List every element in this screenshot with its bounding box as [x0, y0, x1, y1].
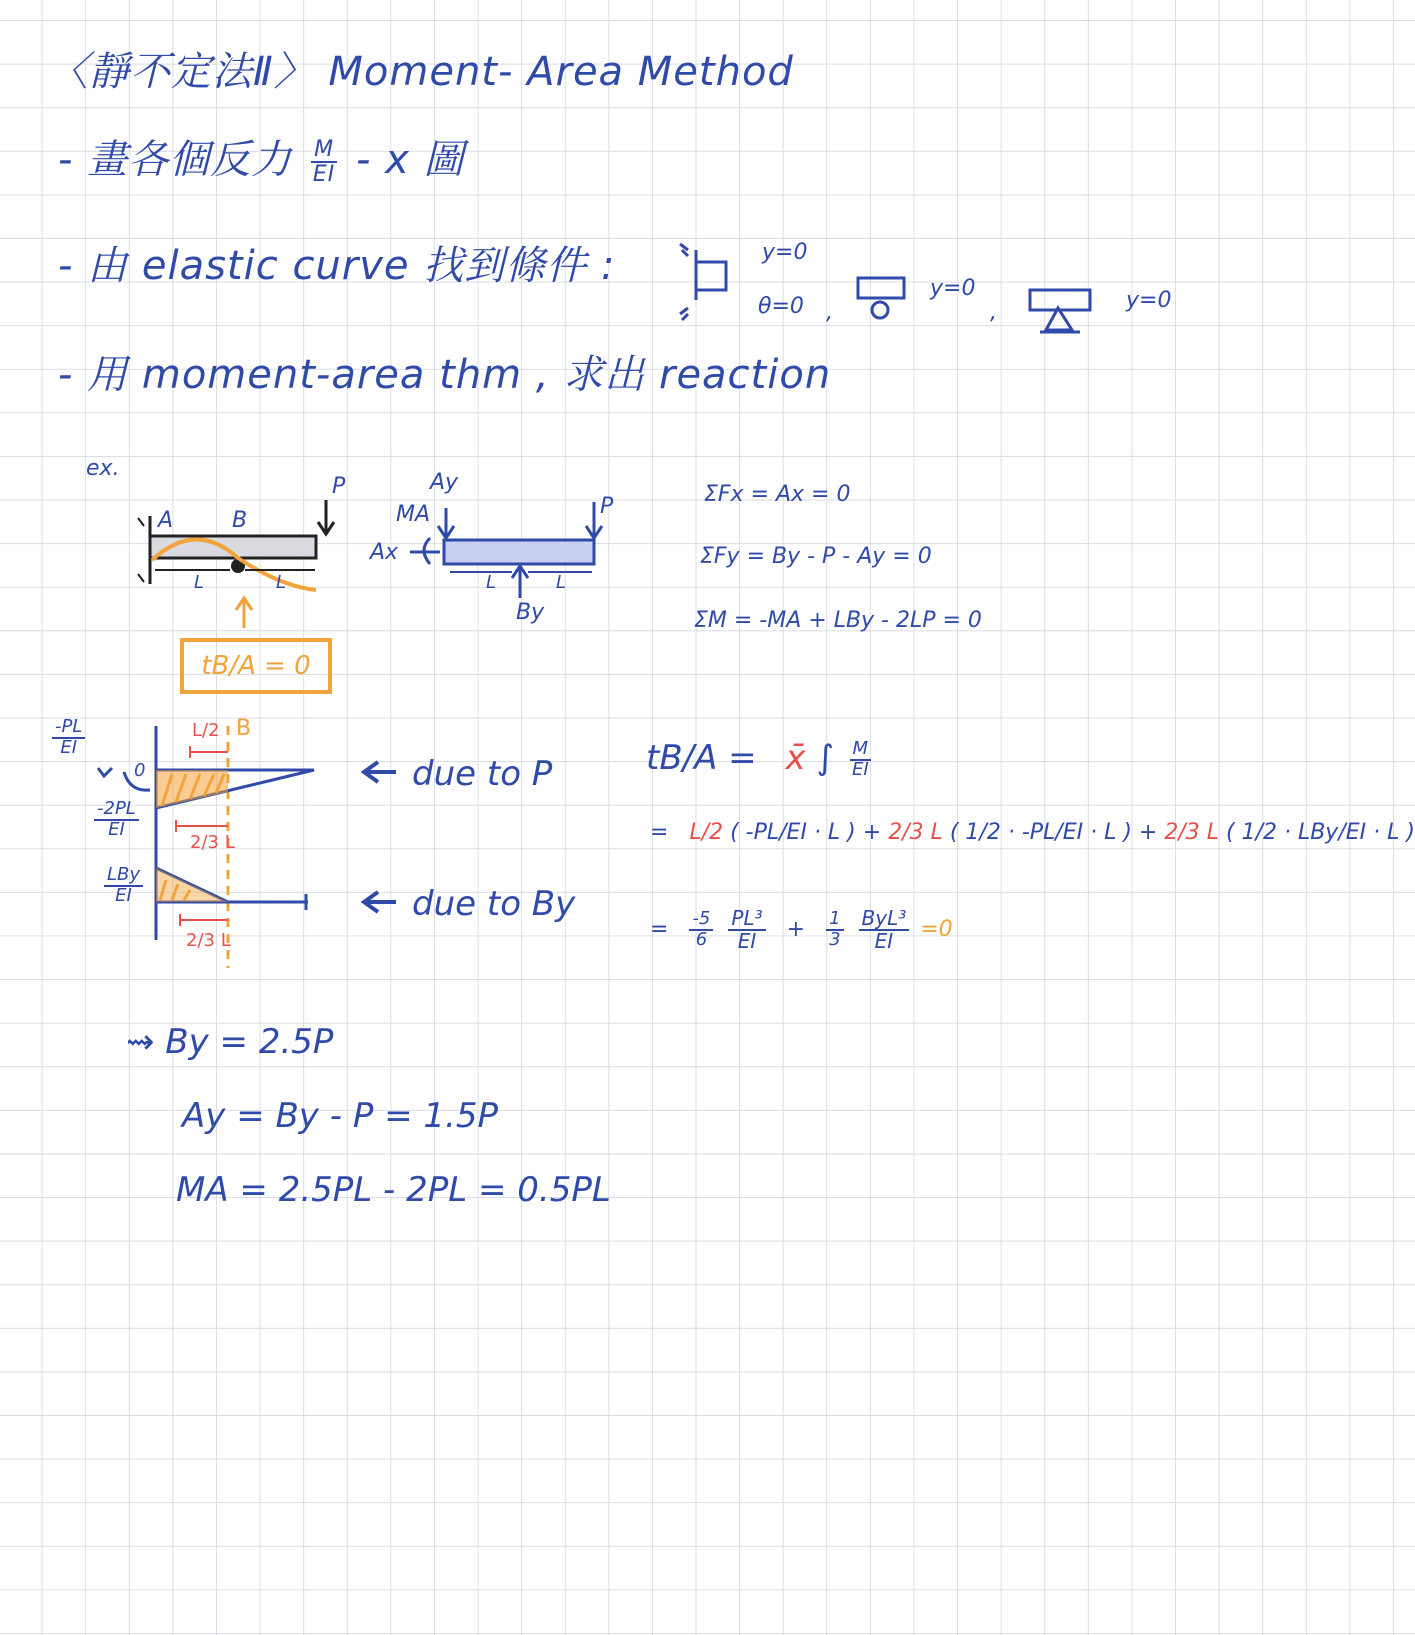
line3-c-den: 3	[829, 929, 841, 950]
fraction-den: EI	[312, 162, 336, 187]
roller-cond: y=0	[930, 276, 976, 301]
fbd-p: P	[600, 494, 614, 519]
bullet-1-text: - 畫各個反力	[58, 137, 306, 183]
tba-condition-box: tB/A = 0	[180, 638, 332, 694]
pin-support-icon	[1030, 290, 1090, 332]
tba-equation-line2	[650, 820, 1415, 845]
beam-label-b: B	[232, 508, 248, 533]
beam-label-l2: L	[276, 572, 287, 593]
neg-2pl-over-ei	[90, 800, 143, 840]
line2-plus2: +	[1138, 820, 1158, 845]
beam-label-p: P	[332, 474, 346, 499]
line3-tail: =0	[920, 917, 953, 942]
line2-eq: =	[650, 820, 669, 845]
fbd-beam	[410, 502, 602, 598]
beam-label-a: A	[158, 508, 174, 533]
bullet-2: - 由 elastic curve 找到條件 :	[58, 243, 616, 289]
neg-pl-den: EI	[60, 736, 78, 758]
xbar: x̄	[785, 738, 806, 778]
bullet-1-tail: - x 圖	[355, 137, 465, 183]
comma-1: ,	[826, 300, 833, 325]
result-ma: MA = 2.5PL - 2PL = 0.5PL	[176, 1170, 611, 1210]
int-num: M	[850, 740, 872, 761]
tba-equation-line3	[650, 908, 953, 952]
neg-pl-num: -PL	[52, 718, 85, 739]
line2-c1: L/2	[689, 820, 724, 845]
roller-support-icon	[858, 278, 904, 318]
eq-sum-fx: ΣFx = Ax = 0	[704, 482, 851, 507]
tba-equation-line1	[646, 738, 876, 779]
tba-lhs: tB/A =	[646, 738, 757, 778]
due-to-by-label: due to By	[412, 884, 576, 924]
fraction-num: M	[311, 138, 337, 163]
neg-2pl-den: EI	[108, 818, 125, 840]
due-to-p-label: due to P	[412, 754, 553, 794]
int-den: EI	[851, 758, 869, 780]
line3-c-num: 1	[826, 910, 843, 931]
eq-sum-m: ΣM = -MA + LBy - 2LP = 0	[694, 608, 982, 633]
fbd-l1: L	[486, 572, 497, 593]
line2-c3: 2/3 L	[1164, 820, 1219, 845]
two-thirds-l-2: 2/3 L	[186, 930, 231, 951]
two-thirds-l-1: 2/3 L	[190, 832, 235, 853]
line3-eq: =	[650, 917, 669, 942]
line3-a-den: 6	[695, 929, 708, 950]
line2-plus1: +	[862, 820, 882, 845]
neg-pl-over-ei	[48, 718, 89, 758]
fixed-cond-y: y=0	[762, 240, 808, 265]
line2-c2: 2/3 L	[888, 820, 943, 845]
half-l-label: L/2	[192, 720, 220, 741]
eq-sum-fy: ΣFy = By - P - Ay = 0	[700, 544, 932, 569]
fbd-ay: Ay	[430, 470, 459, 495]
line3-a-num: -5	[689, 910, 713, 931]
line3-b-num: PL³	[728, 908, 765, 931]
fbd-l2: L	[556, 572, 567, 593]
lby-over-ei	[100, 866, 147, 906]
fixed-support-icon	[680, 244, 726, 320]
zero-label: 0	[134, 760, 146, 781]
lby-den: EI	[115, 884, 132, 906]
result-ay: Ay = By - P = 1.5P	[182, 1096, 498, 1136]
line3-plus: +	[786, 917, 806, 942]
neg-2pl-num: -2PL	[94, 800, 139, 821]
result-by: ⇝ By = 2.5P	[126, 1022, 334, 1062]
line2-t1: ( -PL/EI · L )	[730, 820, 856, 845]
beam-label-l1: L	[194, 572, 205, 593]
b-dashed-label: B	[236, 716, 252, 741]
line3-d-den: EI	[874, 929, 894, 953]
comma-2: ,	[990, 300, 997, 325]
lby-num: LBy	[104, 866, 143, 887]
bullet-3: - 用 moment-area thm , 求出 reaction	[58, 352, 832, 398]
line2-t2: ( 1/2 · -PL/EI · L )	[949, 820, 1132, 845]
line3-d-num: ByL³	[859, 908, 910, 931]
page-title: 〈靜不定法Ⅱ〉 Moment- Area Method	[48, 49, 794, 95]
fbd-by: By	[516, 600, 545, 625]
integral-sign: ∫	[816, 738, 835, 778]
pin-cond: y=0	[1126, 288, 1172, 313]
example-label: ex.	[86, 456, 120, 481]
line3-b-den: EI	[737, 929, 757, 953]
fixed-cond-theta: θ=0	[758, 294, 804, 319]
line2-t3: ( 1/2 · LBy/EI · L )	[1226, 820, 1415, 845]
fbd-ma: MA	[396, 502, 431, 527]
fbd-ax: Ax	[370, 540, 399, 565]
